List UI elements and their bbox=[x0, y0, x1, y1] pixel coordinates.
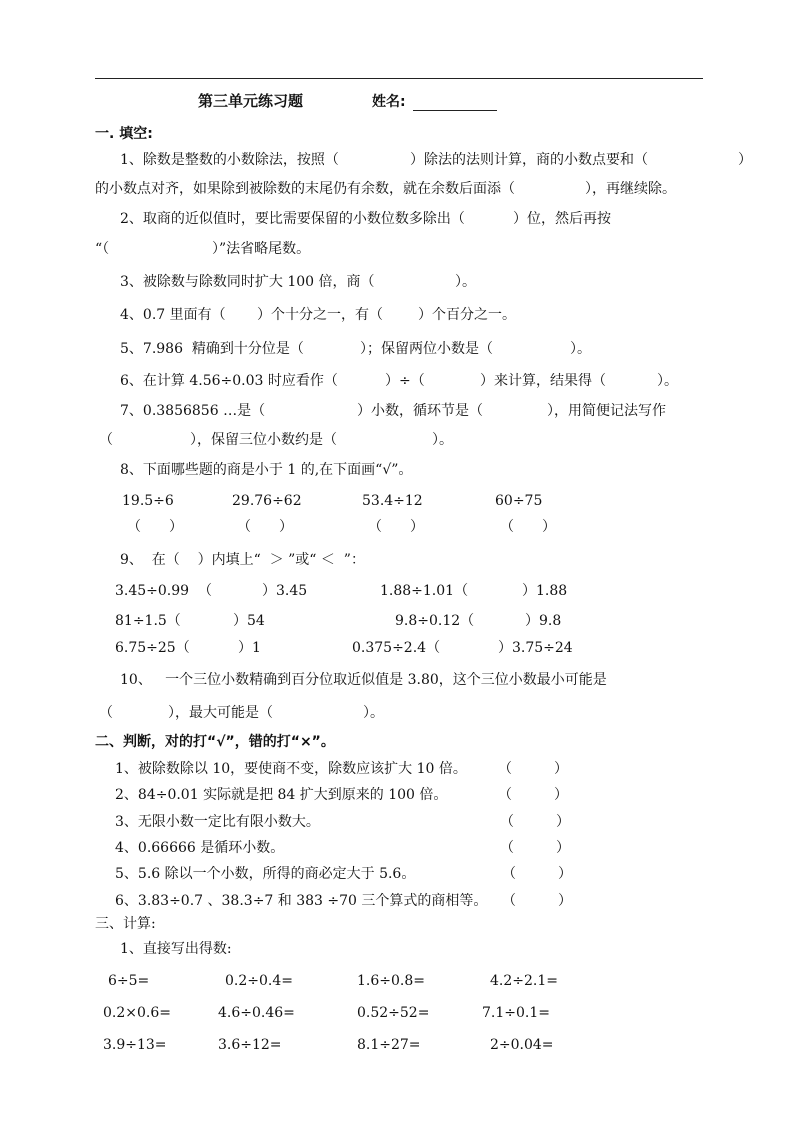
calc-item: 3.9÷13= bbox=[103, 1037, 167, 1053]
judge-item: 5、5.6 除以一个小数，所得的商必定大于 5.6。 bbox=[115, 866, 416, 882]
q9-r2-right-b: ）9.8 bbox=[525, 613, 562, 629]
q5-text-a: 5、7.986 精确到十分位是（ bbox=[120, 341, 304, 357]
q8-item: 60÷75 bbox=[495, 493, 543, 509]
calc-item: 3.6÷12= bbox=[218, 1037, 282, 1053]
q5-text-b: ）；保留两位小数是（ bbox=[360, 341, 493, 357]
judge-item: 1、被除数除以 10，要使商不变，除数应该扩大 10 倍。 bbox=[115, 761, 467, 777]
judge-blank[interactable]: （ ） bbox=[500, 840, 570, 856]
q7-text-f: ）。 bbox=[432, 432, 453, 448]
judge-item: 4、0.66666 是循环小数。 bbox=[115, 840, 285, 856]
name-label: 姓名: bbox=[372, 94, 406, 110]
q9-r1-left-a: 3.45÷0.99 （ bbox=[115, 583, 212, 599]
q1-text-b: ）除法的法则计算，商的小数点要和（ bbox=[410, 152, 648, 168]
q4-text-c: ）个百分之一。 bbox=[418, 307, 516, 323]
judge-blank[interactable]: （ ） bbox=[498, 787, 568, 803]
q1-text-d: 的小数点对齐，如果除到被除数的末尾仍有余数，就在余数后面添（ bbox=[95, 181, 515, 197]
q8-answer-blank[interactable]: （ ） bbox=[127, 519, 183, 535]
section3-sub1: 1、直接写出得数: bbox=[120, 941, 232, 957]
q4-text-b: ）个十分之一，有（ bbox=[257, 307, 383, 323]
judge-blank[interactable]: （ ） bbox=[502, 893, 572, 909]
q7-text-e: ），保留三位小数约是（ bbox=[190, 432, 337, 448]
q1-text-e: ），再继续除。 bbox=[585, 181, 676, 197]
calc-item: 2÷0.04= bbox=[490, 1037, 554, 1053]
q6-text-d: ）。 bbox=[657, 373, 678, 389]
q10-text-d: ）。 bbox=[363, 705, 384, 721]
q2-text-b: ）位，然后再按 bbox=[513, 211, 611, 227]
judge-item: 6、3.83÷0.7 、38.3÷7 和 383 ÷70 三个算式的商相等。 bbox=[115, 893, 488, 909]
q9-r3-right-b: ）3.75÷24 bbox=[498, 640, 573, 656]
q9-prompt: 9、 在（ ）内填上“ ＞ ”或“ ＜ ”： bbox=[120, 552, 365, 568]
q10-text-c: ），最大可能是（ bbox=[168, 705, 273, 721]
q8-item: 53.4÷12 bbox=[362, 493, 423, 509]
judge-item: 3、无限小数一定比有限小数大。 bbox=[115, 814, 320, 830]
judge-blank[interactable]: （ ） bbox=[498, 761, 568, 777]
judge-item: 2、84÷0.01 实际就是把 84 扩大到原来的 100 倍。 bbox=[115, 787, 448, 803]
q6-text-c: ）来计算，结果得（ bbox=[480, 373, 606, 389]
q6-text-b: ）÷（ bbox=[385, 373, 425, 389]
q8-item: 19.5÷6 bbox=[122, 493, 174, 509]
q8-prompt: 8、下面哪些题的商是小于 1 的,在下面画“√”。 bbox=[120, 462, 413, 478]
worksheet-title: 第三单元练习题 bbox=[198, 92, 304, 110]
q2-text-c: “（ bbox=[95, 241, 110, 257]
q7-text-b: ）小数，循环节是（ bbox=[357, 403, 483, 419]
q3-text-b: ）。 bbox=[455, 274, 476, 290]
q9-r3-right-a: 0.375÷2.4（ bbox=[352, 640, 441, 656]
q9-r3-left-a: 6.75÷25（ bbox=[115, 640, 190, 656]
q9-r1-right-a: 1.88÷1.01（ bbox=[380, 583, 469, 599]
q1-text-c: ） bbox=[738, 152, 752, 168]
top-rule bbox=[95, 78, 703, 79]
calc-item: 8.1÷27= bbox=[357, 1037, 421, 1053]
q9-r1-left-b: ）3.45 bbox=[262, 583, 308, 599]
q3-text-a: 3、被除数与除数同时扩大 100 倍，商（ bbox=[120, 274, 375, 290]
q5-text-c: ）。 bbox=[570, 341, 591, 357]
q8-answer-blank[interactable]: （ ） bbox=[500, 519, 556, 535]
q2-text-d: ）”法省略尾数。 bbox=[212, 241, 311, 257]
q2-text-a: 2、取商的近似值时，要比需要保留的小数位数多除出（ bbox=[120, 211, 465, 227]
q8-item: 29.76÷62 bbox=[232, 493, 302, 509]
q9-r2-left-b: ）54 bbox=[233, 613, 265, 629]
calc-item: 0.52÷52= bbox=[357, 1005, 430, 1021]
q9-r2-right-a: 9.8÷0.12（ bbox=[395, 613, 475, 629]
section1-heading: 一. 填空: bbox=[95, 126, 153, 142]
calc-item: 6÷5= bbox=[108, 973, 150, 989]
calc-item: 7.1÷0.1= bbox=[482, 1005, 550, 1021]
judge-blank[interactable]: （ ） bbox=[500, 814, 570, 830]
calc-item: 0.2×0.6= bbox=[103, 1005, 171, 1021]
q8-answer-blank[interactable]: （ ） bbox=[237, 519, 293, 535]
q7-text-c: ），用简便记法写作 bbox=[547, 403, 666, 419]
q9-r2-left-a: 81÷1.5（ bbox=[115, 613, 181, 629]
calc-item: 1.6÷0.8= bbox=[357, 973, 425, 989]
q10-text-a: 10、 一个三位小数精确到百分位取近似值是 3.80，这个三位小数最小可能是 bbox=[120, 672, 607, 688]
q9-r1-right-b: ）1.88 bbox=[522, 583, 568, 599]
q9-r3-left-b: ）1 bbox=[238, 640, 261, 656]
calc-item: 0.2÷0.4= bbox=[225, 973, 293, 989]
judge-blank[interactable]: （ ） bbox=[502, 866, 572, 882]
section3-heading: 三、计算: bbox=[95, 916, 156, 932]
q7-text-a: 7、0.3856856 …是（ bbox=[120, 403, 266, 419]
q1-text-a: 1、除数是整数的小数除法，按照（ bbox=[120, 152, 339, 168]
section2-heading: 二、判断，对的打“√”，错的打“×”。 bbox=[95, 734, 335, 750]
q4-text-a: 4、0.7 里面有（ bbox=[120, 307, 226, 323]
q8-answer-blank[interactable]: （ ） bbox=[368, 519, 424, 535]
calc-item: 4.2÷2.1= bbox=[490, 973, 558, 989]
q10-text-b: （ bbox=[99, 705, 113, 721]
name-field-line[interactable] bbox=[413, 110, 497, 111]
q6-text-a: 6、在计算 4.56÷0.03 时应看作（ bbox=[120, 373, 338, 389]
calc-item: 4.6÷0.46= bbox=[218, 1005, 295, 1021]
q7-text-d: （ bbox=[99, 432, 113, 448]
